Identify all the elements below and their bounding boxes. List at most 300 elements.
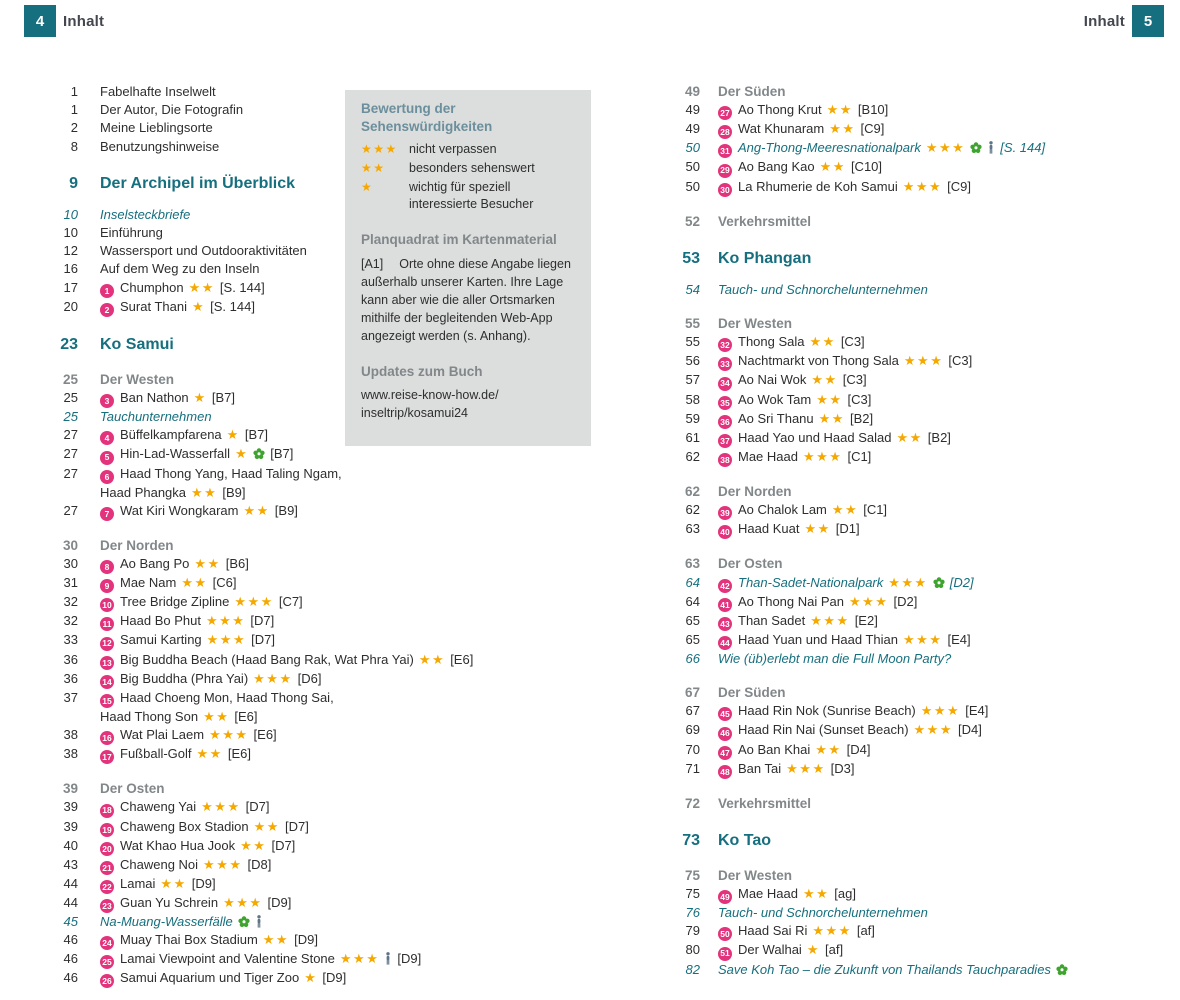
entry-title: Wat Khao Hua Jook — [120, 837, 236, 853]
toc-row — [25, 798, 625, 817]
page-number: 65 — [685, 612, 700, 628]
entry-title: Benutzungshinweise — [100, 138, 220, 154]
section-row — [646, 83, 1166, 101]
entry-content — [100, 950, 421, 969]
entry-content — [100, 798, 269, 817]
section-row — [646, 795, 1166, 813]
entry-content — [100, 298, 255, 317]
entry-title: Der Walhai — [738, 942, 802, 958]
entry-annotations — [921, 140, 1045, 155]
grid-reference: [S. 144] — [219, 279, 265, 295]
nature-icon — [933, 575, 945, 590]
grid-reference: [C3] — [842, 372, 867, 388]
entry-annotations — [186, 485, 245, 500]
entry-title: Mae Haad — [738, 886, 798, 902]
toc-row — [25, 745, 625, 764]
map-marker-number: 22 — [100, 880, 114, 894]
entry-content — [100, 260, 259, 278]
star-rating: ★★ — [818, 410, 845, 426]
star-rating: ★★★ — [203, 856, 243, 872]
grid-reference: [C9] — [860, 121, 885, 137]
map-marker-number: 14 — [100, 675, 114, 689]
updates-url-line1: www.reise-know-how.de/ — [361, 388, 499, 402]
star-rating: ★ — [191, 298, 206, 314]
entry-annotations — [238, 503, 297, 518]
toc-row — [646, 760, 1166, 779]
entry-title-continuation: Haad Thong Son — [100, 708, 199, 724]
page-number: 36 — [63, 670, 78, 686]
map-marker-number: 46 — [718, 727, 732, 741]
toc-row — [25, 555, 625, 574]
toc-row — [25, 445, 625, 464]
legend-rating-label: besonders sehenswert — [409, 161, 535, 175]
star-rating: ★★★ — [849, 593, 889, 609]
toc-row — [646, 961, 1166, 979]
toc-row — [646, 333, 1166, 352]
grid-reference: [B7] — [211, 390, 235, 406]
entry-content — [100, 689, 334, 726]
entry-content — [100, 408, 212, 426]
grid-reference: [D3] — [830, 760, 855, 776]
entry-content — [100, 875, 216, 894]
page-number: 79 — [685, 923, 700, 939]
entry-annotations — [798, 449, 871, 464]
page-number: 49 — [685, 102, 700, 118]
entry-content — [718, 555, 783, 573]
entry-content — [718, 885, 856, 904]
page-number-box-left: 4 — [24, 5, 56, 37]
section-row — [25, 780, 625, 798]
toc-row — [646, 410, 1166, 429]
map-marker-number: 36 — [718, 415, 732, 429]
page-number: 38 — [63, 727, 78, 743]
entry-annotations — [891, 430, 950, 445]
entry-content — [100, 726, 277, 745]
entry-content — [718, 831, 771, 851]
entry-content — [718, 213, 811, 231]
entry-annotations — [196, 799, 269, 814]
entry-title: Ban Nathon — [120, 390, 189, 406]
entry-title: Ko Samui — [100, 335, 174, 353]
star-rating: ★★ — [194, 556, 221, 572]
entry-title: Ko Phangan — [718, 249, 812, 267]
map-marker-number: 41 — [718, 598, 732, 612]
star-rating: ★★ — [811, 372, 838, 388]
toc-row — [25, 726, 625, 745]
entry-content — [100, 371, 174, 389]
page-number: 40 — [63, 837, 78, 853]
map-marker-number: 21 — [100, 861, 114, 875]
entry-content — [718, 904, 928, 922]
grid-reference-example: [A1] — [361, 256, 384, 271]
page-number: 27 — [63, 446, 78, 462]
toc-row — [646, 650, 1166, 668]
entry-content — [718, 574, 974, 593]
grid-reference: [C10] — [850, 159, 883, 175]
page-number: 62 — [685, 502, 700, 518]
page-number: 50 — [685, 159, 700, 175]
entry-annotations — [909, 722, 982, 737]
entry-title: Samui Karting — [120, 632, 202, 648]
map-marker-number: 1 — [100, 284, 114, 298]
toc-row — [25, 856, 625, 875]
toc-row — [646, 371, 1166, 390]
page-number: 23 — [60, 335, 78, 353]
entry-content — [100, 426, 268, 445]
toc-row — [25, 670, 625, 689]
page-number: 67 — [685, 703, 700, 719]
star-rating: ★★★ — [812, 923, 852, 939]
entry-content — [100, 83, 216, 101]
page-header — [24, 5, 1164, 37]
page-number: 17 — [63, 279, 78, 295]
star-rating: ★★★ — [361, 142, 398, 156]
page-number: 56 — [685, 353, 700, 369]
page-number: 37 — [63, 689, 78, 705]
star-rating: ★★★ — [339, 951, 380, 967]
map-marker-number: 26 — [100, 974, 114, 988]
star-rating: ★★ — [826, 102, 853, 118]
legend-rating-list — [361, 141, 577, 213]
grid-explanation-text: Orte ohne diese Angabe liegen außerhalb unserer Karten. Ihre Lage kann aber wie die aller Ortsmarken mithilfe der begleitenden Web-App angezeigt werden (s. Anhang). — [361, 256, 571, 343]
entry-annotations — [230, 446, 293, 461]
entry-content — [100, 631, 275, 650]
page-number: 44 — [63, 894, 78, 910]
entry-title: Der Westen — [718, 316, 793, 332]
legend-grid-explanation — [361, 255, 577, 345]
grid-reference: [D2] — [893, 593, 918, 609]
map-marker-number: 5 — [100, 451, 114, 465]
page-number: 20 — [63, 298, 78, 314]
grid-reference: [B6] — [225, 556, 249, 572]
toc-column-right — [646, 83, 1166, 979]
grid-reference: [E6] — [234, 708, 258, 724]
star-rating: ★ — [361, 180, 374, 194]
toc-row — [25, 502, 625, 521]
star-rating: ★★ — [253, 818, 280, 834]
toc-row — [646, 904, 1166, 922]
nature-icon — [253, 446, 265, 461]
star-rating: ★★ — [196, 746, 223, 762]
map-marker-number: 12 — [100, 637, 114, 651]
map-marker-number: 19 — [100, 823, 114, 837]
page-number: 67 — [684, 685, 700, 701]
entry-title: Der Osten — [100, 781, 165, 797]
entry-annotations — [258, 932, 318, 947]
grid-reference: [af] — [856, 923, 875, 939]
entry-title: Ao Chalok Lam — [738, 502, 827, 518]
page-number: 69 — [685, 722, 700, 738]
page-number: 73 — [682, 831, 700, 849]
map-marker-number: 6 — [100, 470, 114, 484]
page-number: 27 — [63, 427, 78, 443]
star-rating: ★★ — [203, 708, 230, 724]
entry-content — [718, 391, 871, 410]
entry-title: Lamai — [120, 875, 156, 891]
grid-reference: [B2] — [849, 410, 874, 426]
star-rating: ★ — [806, 942, 820, 958]
entry-annotations — [155, 876, 215, 891]
nature-icon — [238, 914, 250, 929]
entry-content — [718, 448, 871, 467]
entry-title: Haad Kuat — [738, 521, 800, 537]
page-number: 30 — [63, 556, 78, 572]
star-rating: ★★★ — [903, 353, 944, 369]
grid-reference: [D7] — [271, 837, 296, 853]
toc-row — [646, 702, 1166, 721]
entry-title: Than Sadet — [738, 612, 806, 628]
legend-box — [345, 90, 591, 446]
entry-content — [718, 101, 888, 120]
entry-annotations — [187, 299, 255, 314]
entry-title: Haad Thong Yang, Haad Taling Ngam, — [120, 465, 342, 481]
star-rating: ★★★ — [223, 894, 263, 910]
entry-annotations — [299, 970, 346, 985]
entry-content — [718, 867, 792, 885]
page-number: 66 — [685, 650, 700, 666]
entry-content — [718, 795, 811, 813]
page-number: 16 — [63, 261, 78, 277]
toc-row — [25, 612, 625, 631]
entry-content — [718, 281, 928, 299]
entry-annotations — [1051, 962, 1068, 977]
entry-content — [100, 138, 219, 156]
map-marker-number: 29 — [718, 164, 732, 178]
toc-row — [646, 922, 1166, 941]
page-number: 50 — [685, 140, 700, 156]
entry-content — [718, 760, 854, 779]
entry-title-continuation: Haad Phangka — [100, 484, 187, 500]
grid-reference: [D9] — [191, 875, 216, 891]
page-number: 1 — [70, 102, 78, 118]
entry-content — [718, 741, 870, 760]
entry-annotations — [184, 280, 265, 295]
grid-reference: [D1] — [835, 521, 860, 537]
page-number: 57 — [685, 372, 700, 388]
page-number: 32 — [63, 613, 78, 629]
entry-content — [718, 333, 865, 352]
entry-content — [100, 894, 291, 913]
page-number: 75 — [685, 886, 700, 902]
entry-annotations — [799, 521, 859, 536]
page-number: 46 — [63, 932, 78, 948]
toc-row — [646, 721, 1166, 740]
grid-reference: [E6] — [253, 727, 277, 743]
entry-title: Tauchunternehmen — [100, 409, 212, 425]
section-row — [646, 555, 1166, 573]
grid-reference: [C1] — [847, 448, 872, 464]
grid-reference: [B9] — [222, 484, 246, 500]
map-marker-number: 33 — [718, 357, 732, 371]
entry-title: Meine Lieblingsorte — [100, 120, 213, 136]
entry-content — [100, 969, 346, 988]
entry-content — [718, 352, 972, 371]
star-rating: ★★★ — [253, 670, 293, 686]
map-marker-number: 40 — [718, 525, 732, 539]
page-number: 71 — [685, 760, 700, 776]
star-rating: ★★★ — [913, 722, 953, 738]
entry-title: Verkehrsmittel — [718, 795, 812, 811]
grid-reference: [E4] — [965, 703, 989, 719]
page-number: 76 — [685, 905, 700, 921]
page-number: 12 — [63, 243, 78, 259]
entry-title: Der Norden — [718, 483, 792, 499]
entry-title: Verkehrsmittel — [718, 213, 812, 229]
entry-content — [718, 315, 792, 333]
entry-title: Ban Tai — [738, 760, 782, 776]
entry-content — [100, 389, 235, 408]
page-number: 45 — [63, 914, 78, 929]
star-rating: ★★ — [816, 391, 843, 407]
grid-reference: [E6] — [450, 651, 474, 667]
entry-content — [718, 120, 884, 139]
toc-row — [646, 139, 1166, 158]
page-number: 39 — [62, 781, 78, 797]
entry-content — [100, 745, 251, 764]
page-number: 46 — [63, 970, 78, 986]
legend-rating-row — [361, 160, 577, 177]
star-rating: ★★ — [804, 521, 831, 537]
entry-annotations — [827, 502, 887, 517]
entry-title: Hin-Lad-Wasserfall — [120, 446, 231, 462]
entry-content — [718, 922, 875, 941]
entry-annotations — [824, 121, 884, 136]
entry-annotations — [233, 914, 263, 929]
star-rating: ★★ — [815, 741, 842, 757]
entry-title: Wat Khunaram — [738, 121, 825, 137]
entry-content — [718, 158, 882, 177]
map-marker-number: 20 — [100, 842, 114, 856]
star-rating: ★★★ — [802, 448, 843, 464]
entry-annotations — [248, 671, 321, 686]
entry-annotations — [189, 556, 248, 571]
entry-title: Muay Thai Box Stadium — [120, 932, 258, 948]
page-number: 31 — [63, 575, 78, 591]
entry-content — [718, 961, 1068, 979]
grid-reference: [D7] — [245, 799, 270, 815]
entry-annotations — [335, 951, 421, 966]
entry-title: Mae Nam — [120, 575, 177, 591]
map-marker-number: 9 — [100, 579, 114, 593]
entry-title: Chaweng Noi — [120, 856, 199, 872]
toc-row — [646, 158, 1166, 177]
toc-row — [646, 101, 1166, 120]
entry-content — [100, 224, 163, 242]
star-rating: ★★★ — [888, 574, 928, 590]
entry-content — [718, 501, 887, 520]
toc-row — [646, 501, 1166, 520]
star-rating: ★★★ — [920, 703, 961, 719]
map-marker-number: 39 — [718, 506, 732, 520]
map-marker-number: 32 — [718, 338, 732, 352]
viewpoint-person-icon — [384, 951, 392, 966]
map-marker-number: 37 — [718, 434, 732, 448]
entry-annotations — [814, 411, 873, 426]
entry-content — [718, 483, 792, 501]
toc-row — [646, 391, 1166, 410]
entry-content — [100, 537, 174, 555]
page-number: 82 — [685, 961, 700, 977]
toc-row — [25, 689, 625, 726]
star-rating: ★ — [226, 427, 240, 443]
entry-annotations — [198, 857, 271, 872]
star-rating: ★★ — [361, 161, 386, 175]
entry-title: Haad Bo Phut — [120, 613, 201, 629]
updates-url-line2: inseltrip/kosamui24 — [361, 406, 468, 420]
page-number: 38 — [63, 746, 78, 762]
toc-row — [646, 448, 1166, 467]
entry-content — [718, 139, 1045, 158]
entry-title: Einführung — [100, 225, 163, 241]
entry-annotations — [883, 575, 973, 590]
entry-content — [100, 931, 318, 950]
entry-title: Der Archipel im Überblick — [100, 174, 296, 192]
page-number: 53 — [682, 249, 700, 267]
entry-title: Ko Tao — [718, 831, 772, 849]
page-number: 64 — [685, 593, 700, 609]
entry-content — [100, 651, 473, 670]
section-row — [646, 684, 1166, 702]
entry-annotations — [899, 353, 972, 368]
entry-title: Mae Haad — [738, 448, 798, 464]
entry-annotations — [235, 838, 295, 853]
page-number: 25 — [63, 409, 78, 425]
toc-row — [25, 950, 625, 969]
entry-content — [100, 174, 295, 194]
entry-annotations — [198, 709, 257, 724]
grid-reference: [B7] — [270, 446, 294, 462]
page-number: 63 — [684, 556, 700, 572]
grid-reference: [D6] — [297, 670, 322, 686]
star-rating: ★★★ — [786, 760, 826, 776]
entry-title: Haad Sai Ri — [738, 923, 808, 939]
star-rating: ★★ — [896, 429, 923, 445]
toc-row — [25, 651, 625, 670]
grid-reference: [E2] — [854, 612, 878, 628]
map-marker-number: 35 — [718, 396, 732, 410]
page-number: 9 — [69, 174, 78, 192]
entry-title: Haad Rin Nok (Sunrise Beach) — [738, 703, 916, 719]
grid-reference: [C3] — [948, 353, 973, 369]
entry-content — [100, 574, 237, 593]
map-marker-number: 50 — [718, 927, 732, 941]
entry-content — [100, 856, 271, 875]
entry-content — [718, 520, 860, 539]
section-row — [646, 213, 1166, 231]
entry-annotations — [916, 703, 989, 718]
grid-reference: [S. 144] — [210, 298, 255, 314]
entry-title: Ao Sri Thanu — [738, 410, 814, 426]
page-number: 39 — [63, 818, 78, 834]
nature-icon — [970, 140, 982, 155]
entry-title: Lamai Viewpoint and Valentine Stone — [120, 951, 335, 967]
entry-content — [718, 410, 873, 429]
map-marker-number: 24 — [100, 936, 114, 950]
entry-content — [718, 631, 971, 650]
star-rating: ★★ — [240, 837, 267, 853]
entry-annotations — [176, 575, 236, 590]
entry-title: Der Autor, Die Fotografin — [100, 102, 244, 118]
grid-reference: [E6] — [227, 746, 251, 762]
entry-content — [100, 837, 295, 856]
entry-title: Auf dem Weg zu den Inseln — [100, 261, 260, 277]
toc-row — [25, 593, 625, 612]
entry-content — [718, 612, 878, 631]
page-number: 30 — [62, 537, 78, 553]
grid-reference: [D8] — [247, 856, 272, 872]
entry-content — [718, 429, 951, 448]
star-rating: ★★ — [819, 159, 846, 175]
